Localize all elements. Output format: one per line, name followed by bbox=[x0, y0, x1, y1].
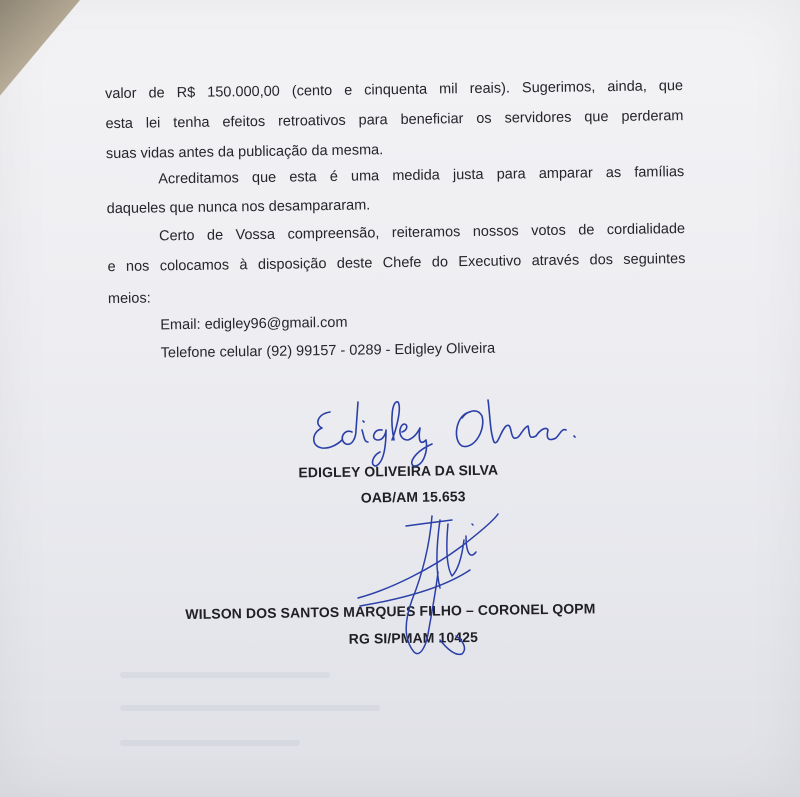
contact-phone: Telefone celular (92) 99157 - 0289 - Edigley Oliveira bbox=[160, 340, 496, 362]
body-line-3: suas vidas antes da publicação da mesma. bbox=[105, 142, 384, 163]
body-line-2: esta lei tenha efeitos retroativos para beneficiar os servidores que perderam bbox=[105, 108, 684, 133]
body-line-5: daqueles que nunca nos desampararam. bbox=[106, 197, 371, 218]
show-through-line bbox=[120, 705, 380, 711]
body-line-8: meios: bbox=[107, 290, 151, 308]
body-line-7: e nos colocamos à disposição deste Chefe do Executivo através dos seguintes bbox=[107, 251, 686, 276]
signatory-2-credential: RG SI/PMAM 10425 bbox=[348, 628, 479, 647]
show-through-line bbox=[120, 740, 300, 746]
body-line-6: Certo de Vossa compreensão, reiteramos nossos votos de cordialidade bbox=[158, 221, 686, 245]
body-line-4: Acreditamos que esta é uma medida justa para amparar as famílias bbox=[158, 164, 685, 188]
body-line-1: valor de R$ 150.000,00 (cento e cinquenta mil reais). Sugerimos, ainda, que bbox=[104, 78, 684, 103]
signatory-2-name: WILSON DOS SANTOS MARQUES FILHO – CORONEL QOPM bbox=[185, 600, 596, 623]
signatory-1-name: EDIGLEY OLIVEIRA DA SILVA bbox=[298, 461, 499, 481]
contact-email: Email: edigley96@gmail.com bbox=[160, 314, 348, 334]
signatory-1-credential: OAB/AM 15.653 bbox=[360, 488, 466, 506]
show-through-line bbox=[120, 672, 330, 678]
